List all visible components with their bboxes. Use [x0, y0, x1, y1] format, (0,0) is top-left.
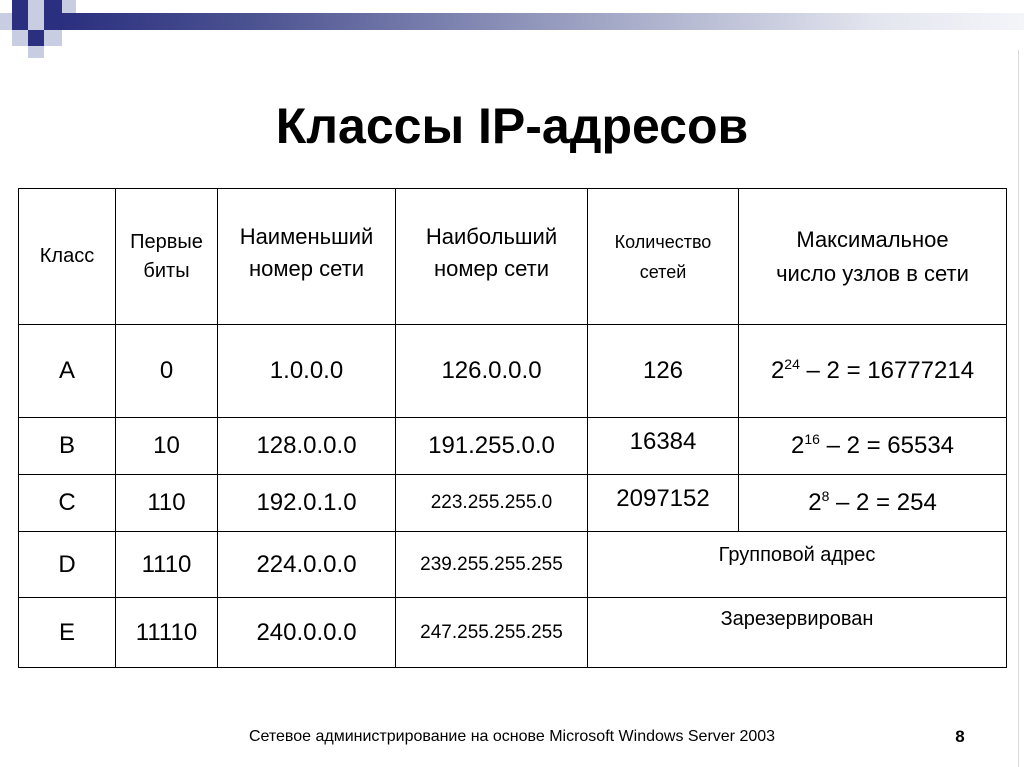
- cell-max-net: 126.0.0.0: [396, 325, 588, 418]
- hosts-exponent: 8: [821, 488, 830, 504]
- slide-footer: Сетевое администрирование на основе Microsoft Windows Server 2003: [248, 728, 776, 745]
- header-gradient-bar: [62, 13, 1024, 30]
- header-max-net: [396, 189, 588, 325]
- slide-title: Классы IP-адресов: [275, 98, 749, 154]
- header-max-hosts-line2: число узлов в сети: [776, 260, 969, 286]
- table-row: [19, 475, 1007, 532]
- cell-min-net: 240.0.0.0: [218, 598, 396, 668]
- cell-max-hosts: [739, 475, 1007, 532]
- cell-merged-note: Групповой адрес: [588, 532, 1007, 598]
- decor-square: [44, 13, 62, 30]
- header-max-hosts: [739, 189, 1007, 325]
- decor-square: [28, 0, 44, 13]
- header-min-net-line2: номер сети: [249, 255, 364, 281]
- cell-class: B: [19, 418, 116, 475]
- cell-max-hosts: [739, 325, 1007, 418]
- hosts-rest: – 2 = 65534: [819, 432, 955, 459]
- hosts-rest: – 2 = 254: [829, 489, 937, 516]
- header-net-count-line1: Количество: [614, 232, 712, 252]
- cell-bits: 110: [116, 475, 218, 532]
- hosts-base: 2: [770, 357, 785, 384]
- cell-bits: 11110: [116, 598, 218, 668]
- header-min-net: [218, 189, 396, 325]
- hosts-exponent: 16: [804, 431, 820, 447]
- table-header-row: [19, 189, 1007, 325]
- ip-classes-table: [18, 188, 1007, 668]
- cell-min-net: 128.0.0.0: [218, 418, 396, 475]
- header-max-net-line1: Наибольший: [425, 223, 558, 249]
- cell-max-net: 247.255.255.255: [396, 598, 588, 668]
- header-max-hosts-line1: Максимальное: [796, 226, 949, 252]
- decor-square: [28, 13, 44, 30]
- cell-max-net: 239.255.255.255: [396, 532, 588, 598]
- decor-square: [44, 0, 62, 13]
- header-class: [19, 189, 116, 325]
- cell-net-count: 2097152: [588, 475, 739, 532]
- hosts-base: 2: [790, 432, 805, 459]
- header-net-count: [588, 189, 739, 325]
- hosts-exponent: 24: [784, 356, 800, 372]
- hosts-rest: – 2 = 16777214: [799, 357, 975, 384]
- cell-class: C: [19, 475, 116, 532]
- header-first-bits-line2: биты: [143, 259, 190, 282]
- table-row: [19, 598, 1007, 668]
- cell-net-count: 16384: [588, 418, 739, 475]
- header-class-label: Класс: [39, 245, 95, 267]
- cell-max-hosts: [739, 418, 1007, 475]
- cell-bits: 10: [116, 418, 218, 475]
- cell-bits: 1110: [116, 532, 218, 598]
- decor-square: [28, 46, 44, 58]
- cell-max-net: 191.255.0.0: [396, 418, 588, 475]
- cell-min-net: 192.0.1.0: [218, 475, 396, 532]
- cell-min-net: 1.0.0.0: [218, 325, 396, 418]
- decor-square: [62, 0, 76, 13]
- cell-net-count: 126: [588, 325, 739, 418]
- header-net-count-line2: сетей: [639, 262, 687, 282]
- cell-max-net: 223.255.255.0: [396, 475, 588, 532]
- header-min-net-line1: Наименьший: [239, 223, 374, 249]
- header-first-bits: [116, 189, 218, 325]
- table-row: [19, 418, 1007, 475]
- decor-square: [0, 13, 12, 30]
- cell-class: E: [19, 598, 116, 668]
- cell-class: A: [19, 325, 116, 418]
- decor-square: [12, 30, 28, 46]
- cell-min-net: 224.0.0.0: [218, 532, 396, 598]
- hosts-base: 2: [808, 489, 822, 516]
- decor-square: [28, 30, 44, 46]
- header-max-net-line2: номер сети: [434, 255, 549, 281]
- divider: [1018, 50, 1019, 767]
- table-row: [19, 532, 1007, 598]
- cell-merged-note: Зарезервирован: [588, 598, 1007, 668]
- decor-square: [12, 0, 28, 13]
- decor-square: [12, 13, 28, 30]
- header-first-bits-line1: Первые: [130, 230, 203, 253]
- page-number: 8: [955, 727, 965, 746]
- cell-class: D: [19, 532, 116, 598]
- cell-bits: 0: [116, 325, 218, 418]
- table-row: [19, 325, 1007, 418]
- decor-square: [44, 30, 62, 46]
